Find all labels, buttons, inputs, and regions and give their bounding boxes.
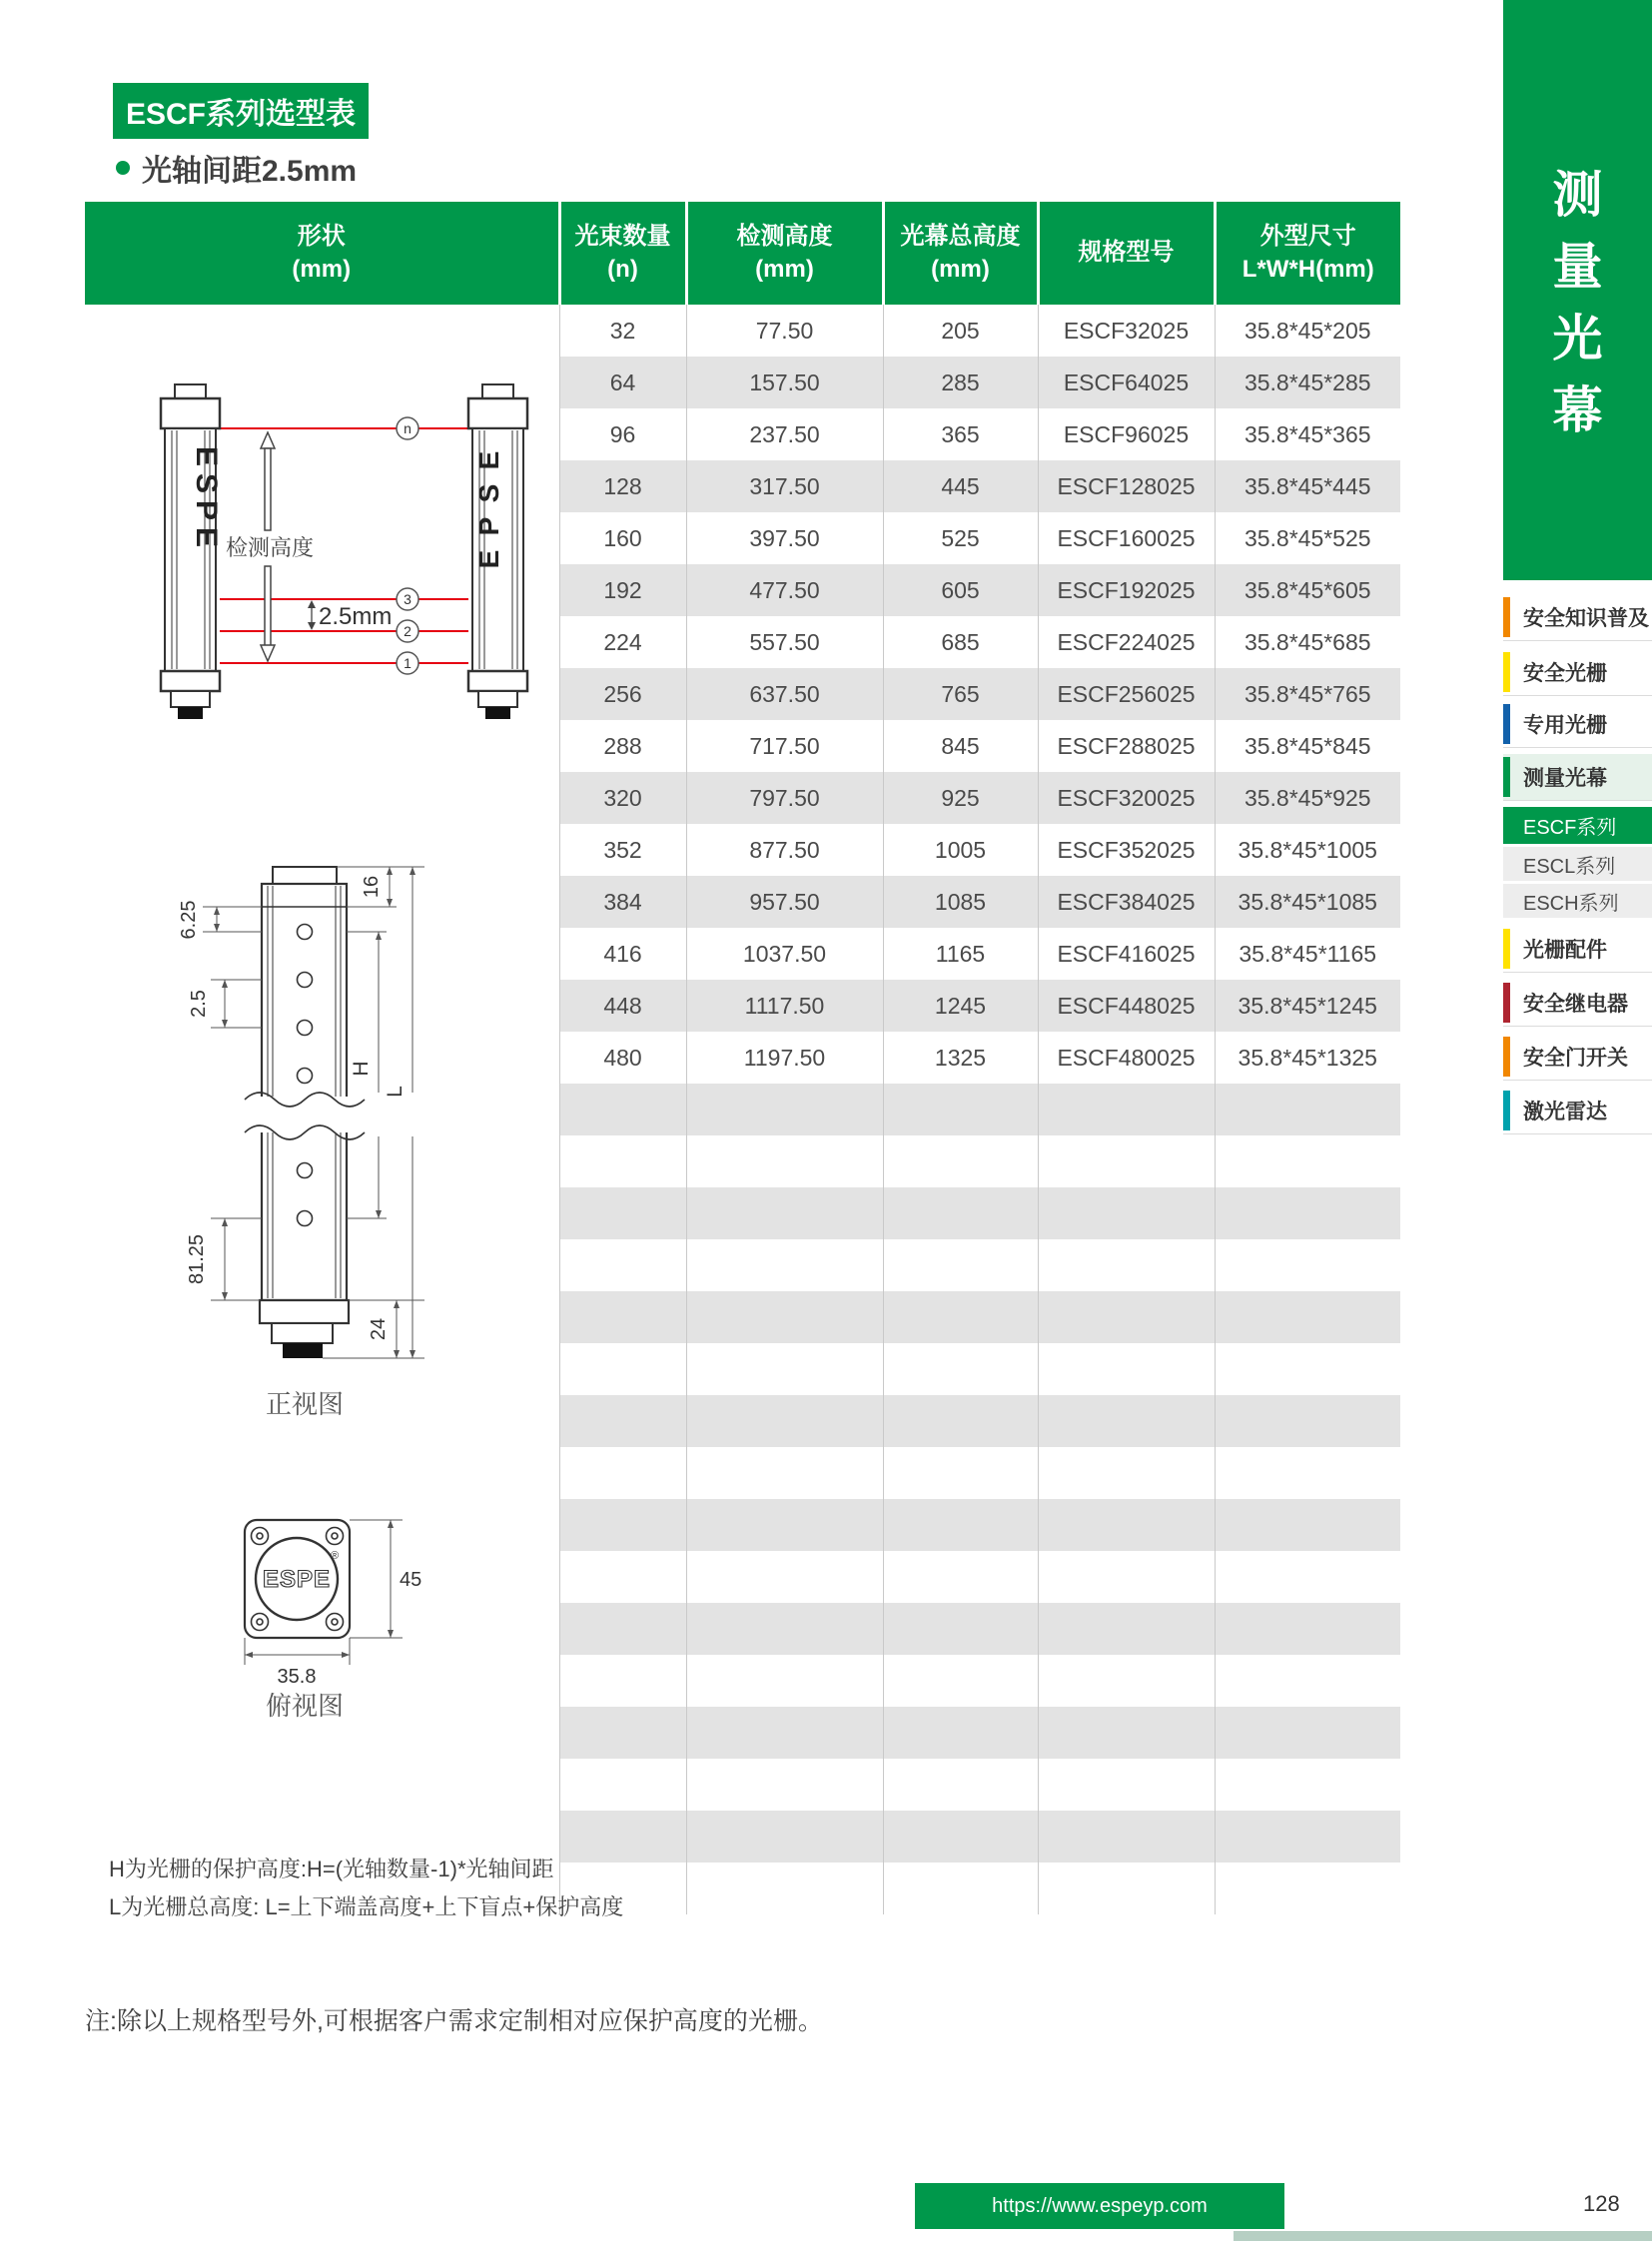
table-cell: 557.50: [686, 616, 883, 668]
table-cell: [883, 1447, 1038, 1499]
table-cell: [1038, 1187, 1215, 1239]
subtitle: 光轴间距2.5mm: [142, 155, 358, 188]
table-cell: 237.50: [686, 408, 883, 460]
table-cell: [686, 1343, 883, 1395]
table-cell: [559, 1811, 686, 1863]
table-cell: 35.8*45*685: [1215, 616, 1400, 668]
table-cell: [559, 1707, 686, 1759]
beam-schematic-diagram: [85, 365, 559, 784]
column-header: 形状 (mm): [85, 202, 559, 305]
svg-text:1: 1: [404, 655, 412, 671]
table-cell: [1215, 1135, 1400, 1187]
sidebar-item-激光雷达[interactable]: [1503, 1088, 1652, 1134]
sidebar-item-label: 安全光栅: [1523, 662, 1607, 685]
svg-text:n: n: [404, 420, 412, 436]
table-cell: [559, 1759, 686, 1811]
table-cell: ESCF352025: [1038, 824, 1215, 876]
table-cell: 224: [559, 616, 686, 668]
bottom-edge-strip: [1234, 2231, 1652, 2241]
category-color-bar: [1503, 1037, 1510, 1077]
table-cell: 765: [883, 668, 1038, 720]
table-cell: [1038, 1084, 1215, 1135]
page-number: 128: [1583, 2191, 1620, 2216]
dim-top-cap: 16: [361, 875, 383, 899]
series-label: ESCL系列: [1523, 855, 1616, 878]
table-cell: [686, 1447, 883, 1499]
table-cell: [559, 1239, 686, 1291]
formula-h: H为光栅的保护高度:H=(光轴数量-1)*光轴间距: [109, 1857, 554, 1881]
table-cell: [1215, 1551, 1400, 1603]
table-cell: 525: [883, 512, 1038, 564]
table-cell: ESCF64025: [1038, 357, 1215, 408]
column-header: 光束数量 (n): [559, 202, 686, 305]
page-title: ESCF系列选型表: [125, 98, 356, 131]
table-cell: [559, 1395, 686, 1447]
table-cell: [559, 1135, 686, 1187]
table-cell: 35.8*45*605: [1215, 564, 1400, 616]
table-cell: ESCF128025: [1038, 460, 1215, 512]
table-cell: [559, 1343, 686, 1395]
table-cell: [1215, 1759, 1400, 1811]
table-cell: [1215, 1863, 1400, 1914]
table-cell: 317.50: [686, 460, 883, 512]
table-cell: 35.8*45*765: [1215, 668, 1400, 720]
table-cell: 448: [559, 980, 686, 1032]
table-cell: [1215, 1343, 1400, 1395]
category-color-bar: [1503, 597, 1510, 637]
sidebar-item-label: 专用光栅: [1523, 714, 1607, 737]
table-cell: [883, 1863, 1038, 1914]
footer-url-text: https://www.espeyp.com: [992, 2194, 1208, 2217]
table-cell: [883, 1655, 1038, 1707]
table-cell: 35.8*45*1005: [1215, 824, 1400, 876]
table-cell: ESCF192025: [1038, 564, 1215, 616]
column-header: 外型尺寸 L*W*H(mm): [1215, 202, 1400, 305]
top-view-diagram: [85, 1483, 559, 1753]
table-cell: 397.50: [686, 512, 883, 564]
left-tower-brand: ESPE: [190, 446, 223, 555]
sidebar-series-ESCH系列[interactable]: [1503, 884, 1652, 918]
table-cell: 1117.50: [686, 980, 883, 1032]
table-cell: 35.8*45*445: [1215, 460, 1400, 512]
table-cell: [883, 1811, 1038, 1863]
table-cell: 285: [883, 357, 1038, 408]
table-cell: 77.50: [686, 305, 883, 357]
table-cell: [686, 1395, 883, 1447]
page-title-badge: [113, 83, 369, 139]
table-cell: [1215, 1187, 1400, 1239]
table-row: [85, 305, 1400, 357]
table-cell: [883, 1239, 1038, 1291]
table-cell: [1038, 1343, 1215, 1395]
table-cell: [1215, 1707, 1400, 1759]
sidebar-item-安全门开关[interactable]: [1503, 1034, 1652, 1081]
table-cell: 685: [883, 616, 1038, 668]
custom-note: 注:除以上规格型号外,可根据客户需求定制相对应保护高度的光栅。: [85, 2007, 823, 2035]
table-cell: 352: [559, 824, 686, 876]
front-view-label: 正视图: [265, 1389, 345, 1419]
table-cell: [883, 1499, 1038, 1551]
spec-table-header: [85, 202, 1400, 305]
table-cell: [686, 1655, 883, 1707]
sidebar-item-label: 安全门开关: [1523, 1047, 1628, 1070]
svg-text:E: E: [473, 549, 504, 569]
table-cell: [883, 1603, 1038, 1655]
table-cell: 384: [559, 876, 686, 928]
table-cell: [883, 1187, 1038, 1239]
table-cell: 605: [883, 564, 1038, 616]
table-cell: 35.8*45*365: [1215, 408, 1400, 460]
table-cell: [1038, 1239, 1215, 1291]
table-cell: [1215, 1603, 1400, 1655]
table-cell: 35.8*45*925: [1215, 772, 1400, 824]
sidebar-item-label: 激光雷达: [1523, 1101, 1607, 1123]
front-view-diagram: [85, 844, 559, 1443]
table-cell: [1215, 1447, 1400, 1499]
table-cell: [1215, 1084, 1400, 1135]
series-label: ESCF系列: [1523, 817, 1617, 839]
footer-url-button[interactable]: [915, 2183, 1284, 2229]
banner-char: 量: [1552, 239, 1603, 295]
table-cell: 205: [883, 305, 1038, 357]
table-cell: [883, 1135, 1038, 1187]
table-cell: [559, 1603, 686, 1655]
sidebar-banner: [1503, 0, 1652, 580]
table-cell: [1038, 1447, 1215, 1499]
table-cell: 1245: [883, 980, 1038, 1032]
table-cell: 1165: [883, 928, 1038, 980]
table-cell: [686, 1811, 883, 1863]
table-cell: 480: [559, 1032, 686, 1084]
dim-protect-height: H: [350, 1061, 373, 1077]
formula-l: L为光栅总高度: L=上下端盖高度+上下盲点+保护高度: [109, 1894, 624, 1919]
table-cell: 288: [559, 720, 686, 772]
table-cell: ESCF256025: [1038, 668, 1215, 720]
table-cell: 35.8*45*205: [1215, 305, 1400, 357]
table-cell: 877.50: [686, 824, 883, 876]
table-cell: [686, 1135, 883, 1187]
banner-char: 光: [1552, 311, 1603, 367]
table-cell: [686, 1499, 883, 1551]
table-cell: 96: [559, 408, 686, 460]
table-cell: 35.8*45*845: [1215, 720, 1400, 772]
table-cell: 160: [559, 512, 686, 564]
table-cell: [686, 1551, 883, 1603]
table-cell: [559, 1084, 686, 1135]
dim-depth: 45: [400, 1569, 422, 1591]
table-cell: 1085: [883, 876, 1038, 928]
dim-width: 35.8: [277, 1666, 317, 1688]
category-color-bar: [1503, 704, 1510, 744]
table-cell: [1038, 1499, 1215, 1551]
table-cell: 445: [883, 460, 1038, 512]
table-cell: ESCF416025: [1038, 928, 1215, 980]
table-cell: [686, 1239, 883, 1291]
table-cell: [686, 1187, 883, 1239]
sidebar-series-ESCL系列[interactable]: [1503, 847, 1652, 881]
dim-top-blind: 6.25: [178, 900, 200, 940]
table-cell: 797.50: [686, 772, 883, 824]
table-cell: 35.8*45*1165: [1215, 928, 1400, 980]
table-cell: [1038, 1759, 1215, 1811]
table-cell: [1215, 1655, 1400, 1707]
table-cell: [1215, 1291, 1400, 1343]
table-cell: 35.8*45*285: [1215, 357, 1400, 408]
sidebar-item-安全光栅[interactable]: [1503, 649, 1652, 696]
table-cell: [1215, 1239, 1400, 1291]
table-cell: [883, 1707, 1038, 1759]
table-cell: [883, 1343, 1038, 1395]
table-cell: 845: [883, 720, 1038, 772]
table-cell: ESCF384025: [1038, 876, 1215, 928]
column-header: 规格型号: [1038, 202, 1215, 305]
table-cell: [686, 1291, 883, 1343]
series-label: ESCH系列: [1523, 892, 1619, 915]
table-cell: [1215, 1811, 1400, 1863]
table-cell: [686, 1603, 883, 1655]
detection-height-label: 检测高度: [225, 535, 315, 560]
sidebar-item-专用光栅[interactable]: [1503, 701, 1652, 748]
svg-text:2: 2: [404, 623, 412, 639]
table-cell: 416: [559, 928, 686, 980]
table-cell: 256: [559, 668, 686, 720]
table-cell: 477.50: [686, 564, 883, 616]
table-cell: [883, 1551, 1038, 1603]
table-cell: ESCF480025: [1038, 1032, 1215, 1084]
table-cell: [559, 1551, 686, 1603]
svg-text:E: E: [473, 450, 504, 470]
table-cell: 64: [559, 357, 686, 408]
table-cell: [686, 1759, 883, 1811]
table-cell: 1197.50: [686, 1032, 883, 1084]
table-cell: [686, 1863, 883, 1914]
pitch-label: 2.5mm: [319, 603, 393, 630]
table-cell: [1038, 1811, 1215, 1863]
table-cell: 365: [883, 408, 1038, 460]
banner-char: 幕: [1552, 382, 1603, 438]
table-cell: 1325: [883, 1032, 1038, 1084]
top-view-brand: ESPE: [262, 1566, 332, 1593]
table-cell: 925: [883, 772, 1038, 824]
table-cell: ESCF32025: [1038, 305, 1215, 357]
table-cell: ESCF160025: [1038, 512, 1215, 564]
table-cell: 35.8*45*1245: [1215, 980, 1400, 1032]
table-cell: [559, 1447, 686, 1499]
table-cell: 717.50: [686, 720, 883, 772]
sidebar-item-光栅配件[interactable]: [1503, 926, 1652, 973]
table-cell: [883, 1084, 1038, 1135]
svg-text:P: P: [473, 516, 504, 536]
table-cell: 35.8*45*525: [1215, 512, 1400, 564]
table-cell: 128: [559, 460, 686, 512]
table-cell: ESCF224025: [1038, 616, 1215, 668]
sidebar-item-label: 安全继电器: [1523, 993, 1628, 1016]
table-cell: 32: [559, 305, 686, 357]
table-cell: ESCF320025: [1038, 772, 1215, 824]
category-color-bar: [1503, 757, 1510, 797]
table-cell: [883, 1395, 1038, 1447]
sidebar-item-安全继电器[interactable]: [1503, 980, 1652, 1027]
top-view-label: 俯视图: [265, 1691, 345, 1721]
table-cell: [559, 1499, 686, 1551]
dim-bottom-cap: 24: [368, 1317, 390, 1341]
column-header: 光幕总高度 (mm): [883, 202, 1038, 305]
table-cell: 192: [559, 564, 686, 616]
table-cell: [1038, 1551, 1215, 1603]
table-cell: [1038, 1655, 1215, 1707]
svg-text:S: S: [473, 483, 504, 503]
table-cell: [559, 1187, 686, 1239]
table-cell: 35.8*45*1325: [1215, 1032, 1400, 1084]
table-cell: [1038, 1291, 1215, 1343]
category-color-bar: [1503, 983, 1510, 1023]
table-cell: [686, 1084, 883, 1135]
svg-text:3: 3: [404, 591, 412, 607]
table-cell: [1038, 1603, 1215, 1655]
table-cell: 637.50: [686, 668, 883, 720]
table-cell: [1038, 1707, 1215, 1759]
table-cell: 1037.50: [686, 928, 883, 980]
table-cell: ESCF96025: [1038, 408, 1215, 460]
sidebar-item-label: 安全知识普及: [1523, 607, 1649, 630]
registered-mark: ®: [331, 1550, 340, 1562]
sidebar-item-label: 测量光幕: [1523, 767, 1607, 790]
dim-pitch: 2.5: [188, 990, 210, 1018]
beam-number-labels: [404, 420, 412, 671]
table-cell: 320: [559, 772, 686, 824]
table-cell: ESCF448025: [1038, 980, 1215, 1032]
table-cell: [559, 1655, 686, 1707]
sidebar-item-测量光幕[interactable]: [1503, 754, 1652, 801]
table-cell: [686, 1707, 883, 1759]
table-cell: [883, 1759, 1038, 1811]
dim-total-height: L: [384, 1086, 407, 1098]
table-cell: [1038, 1135, 1215, 1187]
table-cell: 957.50: [686, 876, 883, 928]
table-cell: [1038, 1395, 1215, 1447]
table-cell: [1038, 1863, 1215, 1914]
table-cell: 157.50: [686, 357, 883, 408]
spec-table: [85, 202, 1400, 1919]
table-cell: [559, 1291, 686, 1343]
dim-bottom-blind: 81.25: [186, 1233, 208, 1285]
table-cell: 35.8*45*1085: [1215, 876, 1400, 928]
table-cell: [1215, 1395, 1400, 1447]
category-color-bar: [1503, 652, 1510, 692]
table-cell: 1005: [883, 824, 1038, 876]
sidebar-item-label: 光栅配件: [1523, 939, 1607, 962]
subtitle-row: [116, 146, 357, 190]
sidebar-item-安全知识普及[interactable]: [1503, 594, 1652, 641]
table-cell: [883, 1291, 1038, 1343]
table-cell: ESCF288025: [1038, 720, 1215, 772]
banner-char: 测: [1552, 167, 1603, 223]
category-color-bar: [1503, 929, 1510, 969]
sidebar-series-ESCF系列[interactable]: [1503, 807, 1652, 844]
category-color-bar: [1503, 1091, 1510, 1130]
bullet-dot-icon: [116, 161, 130, 175]
column-header: 检测高度 (mm): [686, 202, 883, 305]
table-cell: [1215, 1499, 1400, 1551]
